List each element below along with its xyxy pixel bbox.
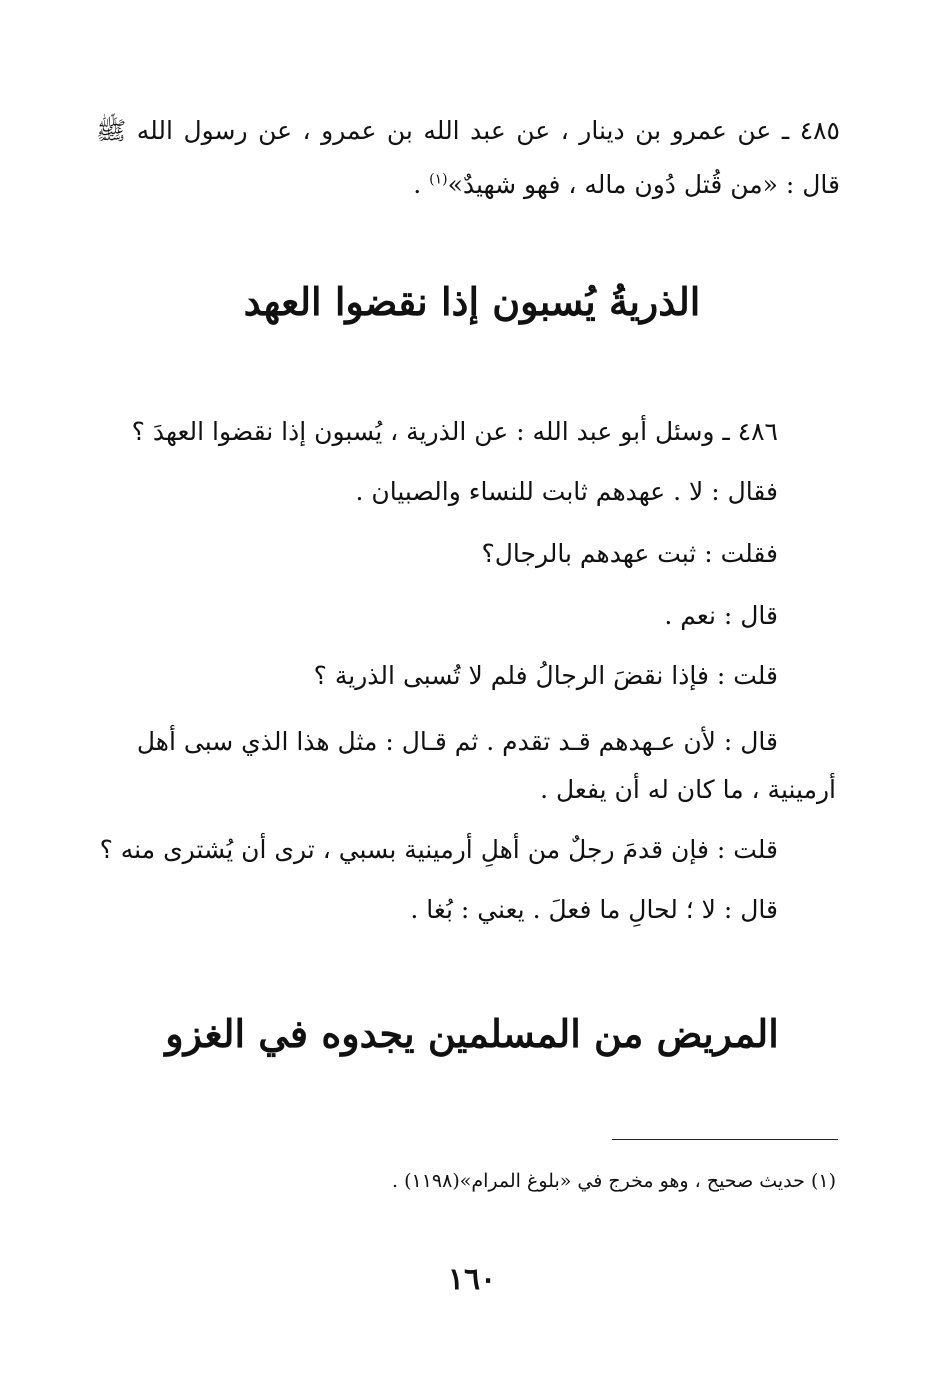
hadith-485-end: . xyxy=(413,170,430,199)
hadith-486-answer-1: فقال : لا . عهدهم ثابت للنساء والصبيان . xyxy=(355,477,778,506)
footnote-marker[interactable]: (١) xyxy=(429,171,448,188)
hadith-486-answer-2: قال : نعم . xyxy=(664,601,778,630)
hadith-486-question-2: فقلت : ثبت عهدهم بالرجال؟ xyxy=(481,539,778,568)
hadith-485-text: ٤٨٥ ـ عن عمرو بن دينار ، عن عبد الله بن عمرو ، عن رسول الله ﷺ قال : «من قُتل دُون ماله ، فهو شهيدٌ» xyxy=(96,116,840,199)
footnote-divider xyxy=(612,1139,838,1140)
hadith-485 xyxy=(96,104,840,212)
hadith-486-question-4: قلت : فإن قدمَ رجلٌ من أهلِ أرمينية بسبي ، ترى أن يُشترى منه ؟ xyxy=(99,835,778,864)
hadith-486-answer-3-line-1: قال : لأن عـهدهم قـد تقدم . ثم قـال : مثل هذا الذي سبى أهل xyxy=(136,727,778,756)
hadith-486-question-3: قلت : فإذا نقضَ الرجالُ فلم لا تُسبى الذرية ؟ xyxy=(313,661,778,690)
hadith-486-answer-3-line-2: أرمينية ، ما كان له أن يفعل . xyxy=(540,775,836,804)
footnote-1: (١) حديث صحيح ، وهو مخرج في «بلوغ المرام»(١١٩٨) . xyxy=(392,1170,836,1192)
hadith-486-answer-3 xyxy=(118,718,836,814)
hadith-486-question-1: ٤٨٦ ـ وسئل أبو عبد الله : عن الذرية ، يُسبون إذا نقضوا العهدَ ؟ xyxy=(131,417,778,446)
hadith-486-answer-4: قال : لا ؛ لحالِ ما فعلَ . يعني : بُغا . xyxy=(410,895,778,924)
section-heading-offspring-captured: الذريةُ يُسبون إذا نقضوا العهد xyxy=(243,279,701,324)
section-heading-sick-muslims: المريض من المسلمين يجدوه في الغزو xyxy=(165,1011,779,1056)
page-number: ١٦٠ xyxy=(447,1262,497,1297)
